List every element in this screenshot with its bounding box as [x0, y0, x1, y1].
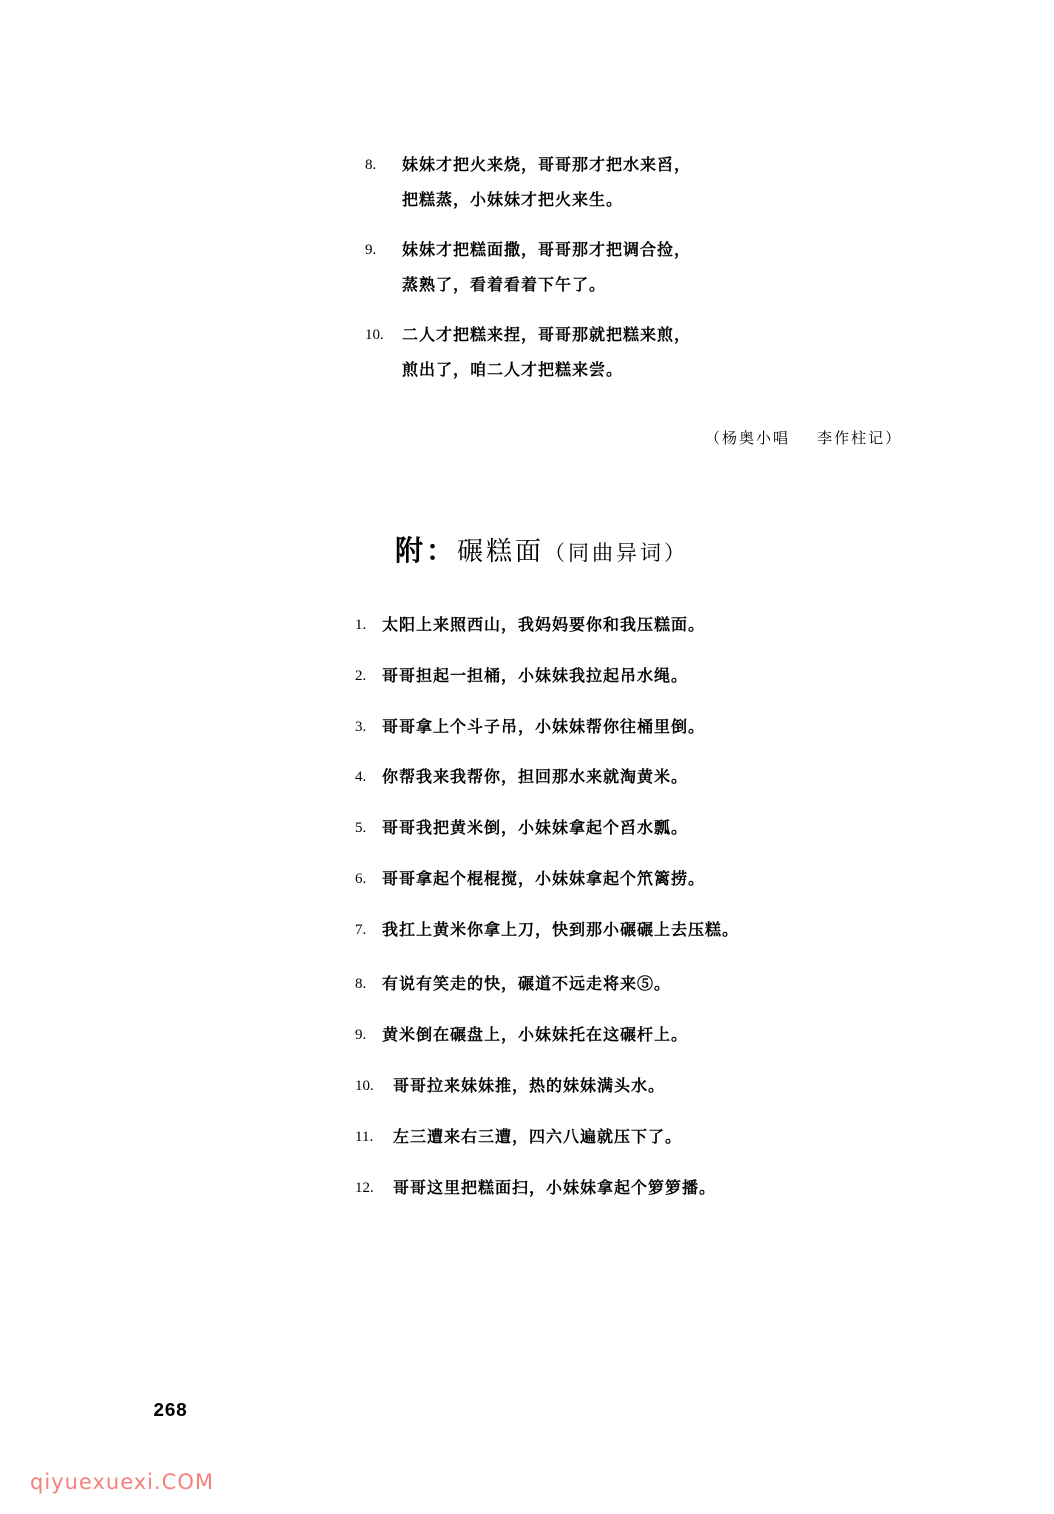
verse-line: 哥哥担起一担桶，小妹妹我拉起吊水绳。: [382, 666, 689, 685]
verse-line: 你帮我来我帮你，担回那水来就淘黄米。: [382, 767, 689, 786]
verse-number: 9.: [365, 242, 377, 258]
appendix-title: [395, 534, 688, 570]
verse-line: 哥哥拉来妹妹推，热的妹妹满头水。: [393, 1076, 666, 1095]
verse-number: 8.: [365, 157, 377, 173]
verse-line: 妹妹才把火来烧，哥哥那才把水来舀，: [402, 155, 692, 174]
verse-line: 哥哥拿上个斗子吊，小妹妹帮你往桶里倒。: [382, 717, 706, 736]
verse-number: 11.: [355, 1129, 374, 1145]
appendix-prefix: 附：: [395, 534, 458, 567]
page-number: 268: [153, 1400, 188, 1422]
verse-line: 把糕蒸，小妹妹才把火来生。: [402, 190, 624, 209]
verse-number: 7.: [355, 922, 367, 938]
verse-number: 12.: [355, 1180, 374, 1196]
verse-line: 蒸熟了，看着看着下午了。: [402, 275, 607, 294]
verse-number: 8.: [355, 976, 367, 992]
verse-line: 有说有笑走的快，碾道不远走将来⑤。: [382, 974, 672, 993]
verse-number: 4.: [355, 769, 367, 785]
verse-line: 哥哥我把黄米倒，小妹妹拿起个舀水瓢。: [382, 818, 689, 837]
verse-number: 10.: [365, 327, 384, 343]
appendix-song-title: 碾糕面: [457, 537, 545, 567]
verse-line: 黄米倒在碾盘上，小妹妹托在这碾杆上。: [382, 1025, 689, 1044]
verse-number: 2.: [355, 668, 367, 684]
credit: （杨奥小唱 李作柱记）: [705, 429, 903, 447]
verse-line: 左三遭来右三遭，四六八遍就压下了。: [393, 1127, 683, 1146]
verse-number: 5.: [355, 820, 367, 836]
verse-line: 二人才把糕来捏，哥哥那就把糕来煎，: [402, 325, 692, 344]
watermark: qiyuexuexi.COM: [30, 1470, 214, 1494]
verse-number: 10.: [355, 1078, 374, 1094]
verse-number: 6.: [355, 871, 367, 887]
verse-line: 煎出了，咱二人才把糕来尝。: [402, 360, 624, 379]
verse-line: 太阳上来照西山，我妈妈要你和我压糕面。: [382, 615, 706, 634]
verse-line: 妹妹才把糕面撒，哥哥那才把调合捡，: [402, 240, 692, 259]
appendix-subtitle: （同曲异词）: [544, 541, 689, 565]
verse-line: 哥哥这里把糕面扫，小妹妹拿起个箩箩播。: [393, 1178, 717, 1197]
verse-line: 哥哥拿起个棍棍搅，小妹妹拿起个笊篱捞。: [382, 869, 706, 888]
verse-number: 1.: [355, 617, 367, 633]
verse-number: 3.: [355, 719, 367, 735]
verse-number: 9.: [355, 1027, 367, 1043]
verse-line: 我扛上黄米你拿上刀，快到那小碾碾上去压糕。: [382, 920, 740, 939]
